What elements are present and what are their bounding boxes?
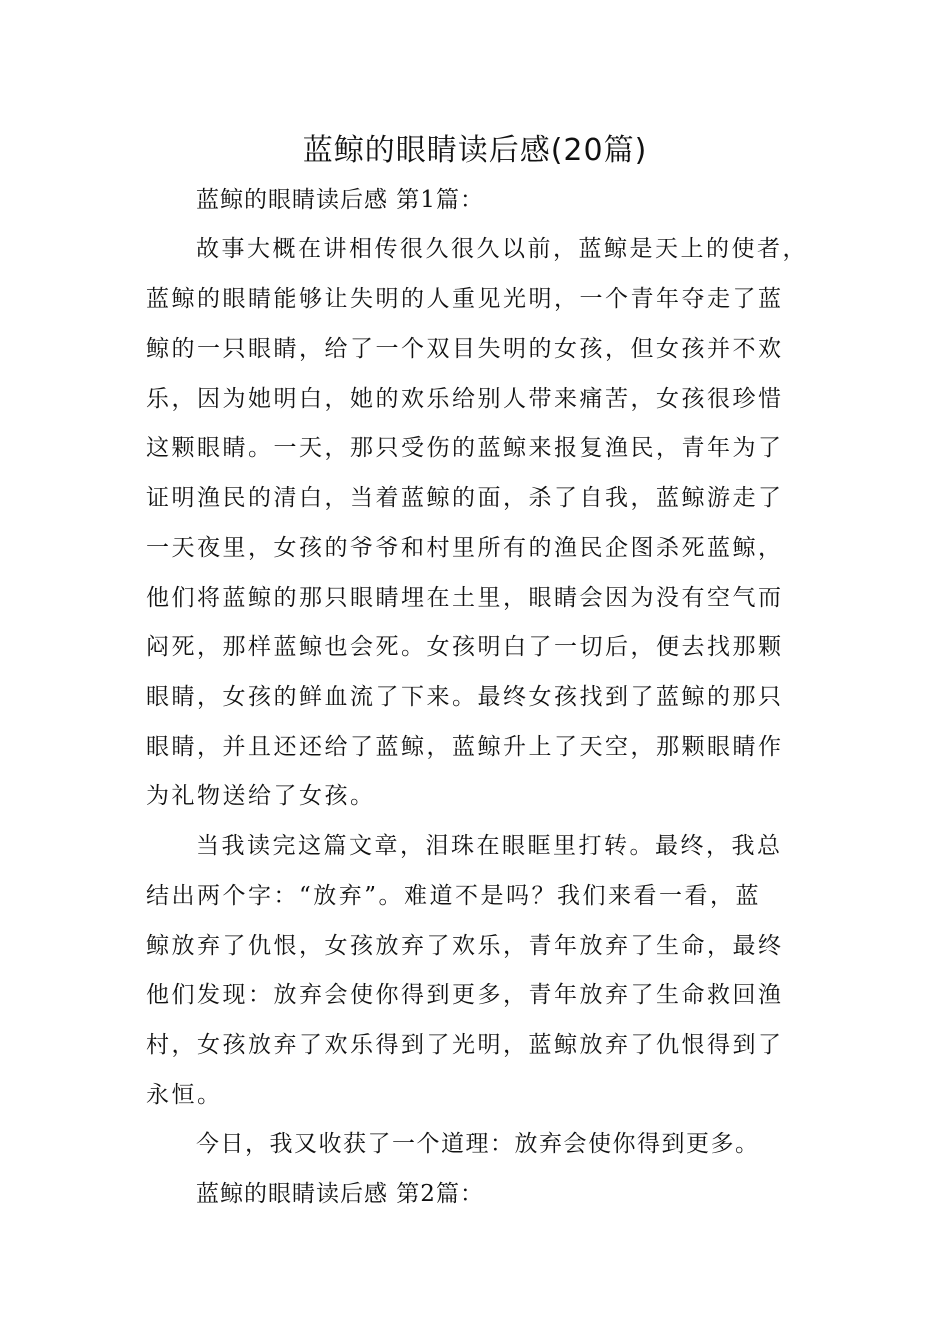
paragraph-1-line-1: 故事大概在讲相传很久很久以前，蓝鲸是天上的使者， (196, 236, 808, 262)
paragraph-1-line-9: 闷死，那样蓝鲸也会死。女孩明白了一切后，便去找那颗 (146, 634, 784, 660)
paragraph-1-line-4: 乐，因为她明白，她的欢乐给别人带来痛苦，女孩很珍惜 (146, 386, 784, 412)
paragraph-1-line-11: 眼睛，并且还还给了蓝鲸，蓝鲸升上了天空，那颗眼睛作 (146, 734, 784, 760)
paragraph-1-line-10: 眼睛，女孩的鲜血流了下来。最终女孩找到了蓝鲸的那只 (146, 684, 784, 710)
document-title: 蓝鲸的眼睛读后感(20篇) (302, 133, 648, 168)
paragraph-1-line-3: 鲸的一只眼睛，给了一个双目失明的女孩，但女孩并不欢 (146, 336, 784, 362)
paragraph-3: 今日，我又收获了一个道理：放弃会使你得到更多。 (196, 1131, 760, 1157)
paragraph-1-line-5: 这颗眼睛。一天，那只受伤的蓝鲸来报复渔民，青年为了 (146, 435, 784, 461)
section-heading-1: 蓝鲸的眼睛读后感 第1篇： (196, 187, 484, 213)
paragraph-2-line-3: 鲸放弃了仇恨，女孩放弃了欢乐，青年放弃了生命，最终 (146, 933, 784, 959)
paragraph-2-line-6: 永恒。 (146, 1082, 223, 1108)
paragraph-1-line-7: 一天夜里，女孩的爷爷和村里所有的渔民企图杀死蓝鲸， (146, 535, 784, 561)
paragraph-2-line-5: 村，女孩放弃了欢乐得到了光明，蓝鲸放弃了仇恨得到了 (146, 1032, 784, 1058)
paragraph-1-line-12: 为礼物送给了女孩。 (146, 783, 376, 809)
paragraph-2-line-1: 当我读完这篇文章，泪珠在眼眶里打转。最终，我总 (196, 833, 783, 859)
paragraph-1-line-6: 证明渔民的清白，当着蓝鲸的面，杀了自我，蓝鲸游走了 (146, 485, 784, 511)
paragraph-1-line-8: 他们将蓝鲸的那只眼睛埋在土里，眼睛会因为没有空气而 (146, 585, 784, 611)
section-heading-2: 蓝鲸的眼睛读后感 第2篇： (196, 1181, 484, 1207)
paragraph-1-line-2: 蓝鲸的眼睛能够让失明的人重见光明，一个青年夺走了蓝 (146, 286, 784, 312)
paragraph-2-line-2: 结出两个字：“放弃”。难道不是吗？我们来看一看，蓝 (146, 883, 762, 909)
paragraph-2-line-4: 他们发现：放弃会使你得到更多，青年放弃了生命救回渔 (146, 982, 784, 1008)
